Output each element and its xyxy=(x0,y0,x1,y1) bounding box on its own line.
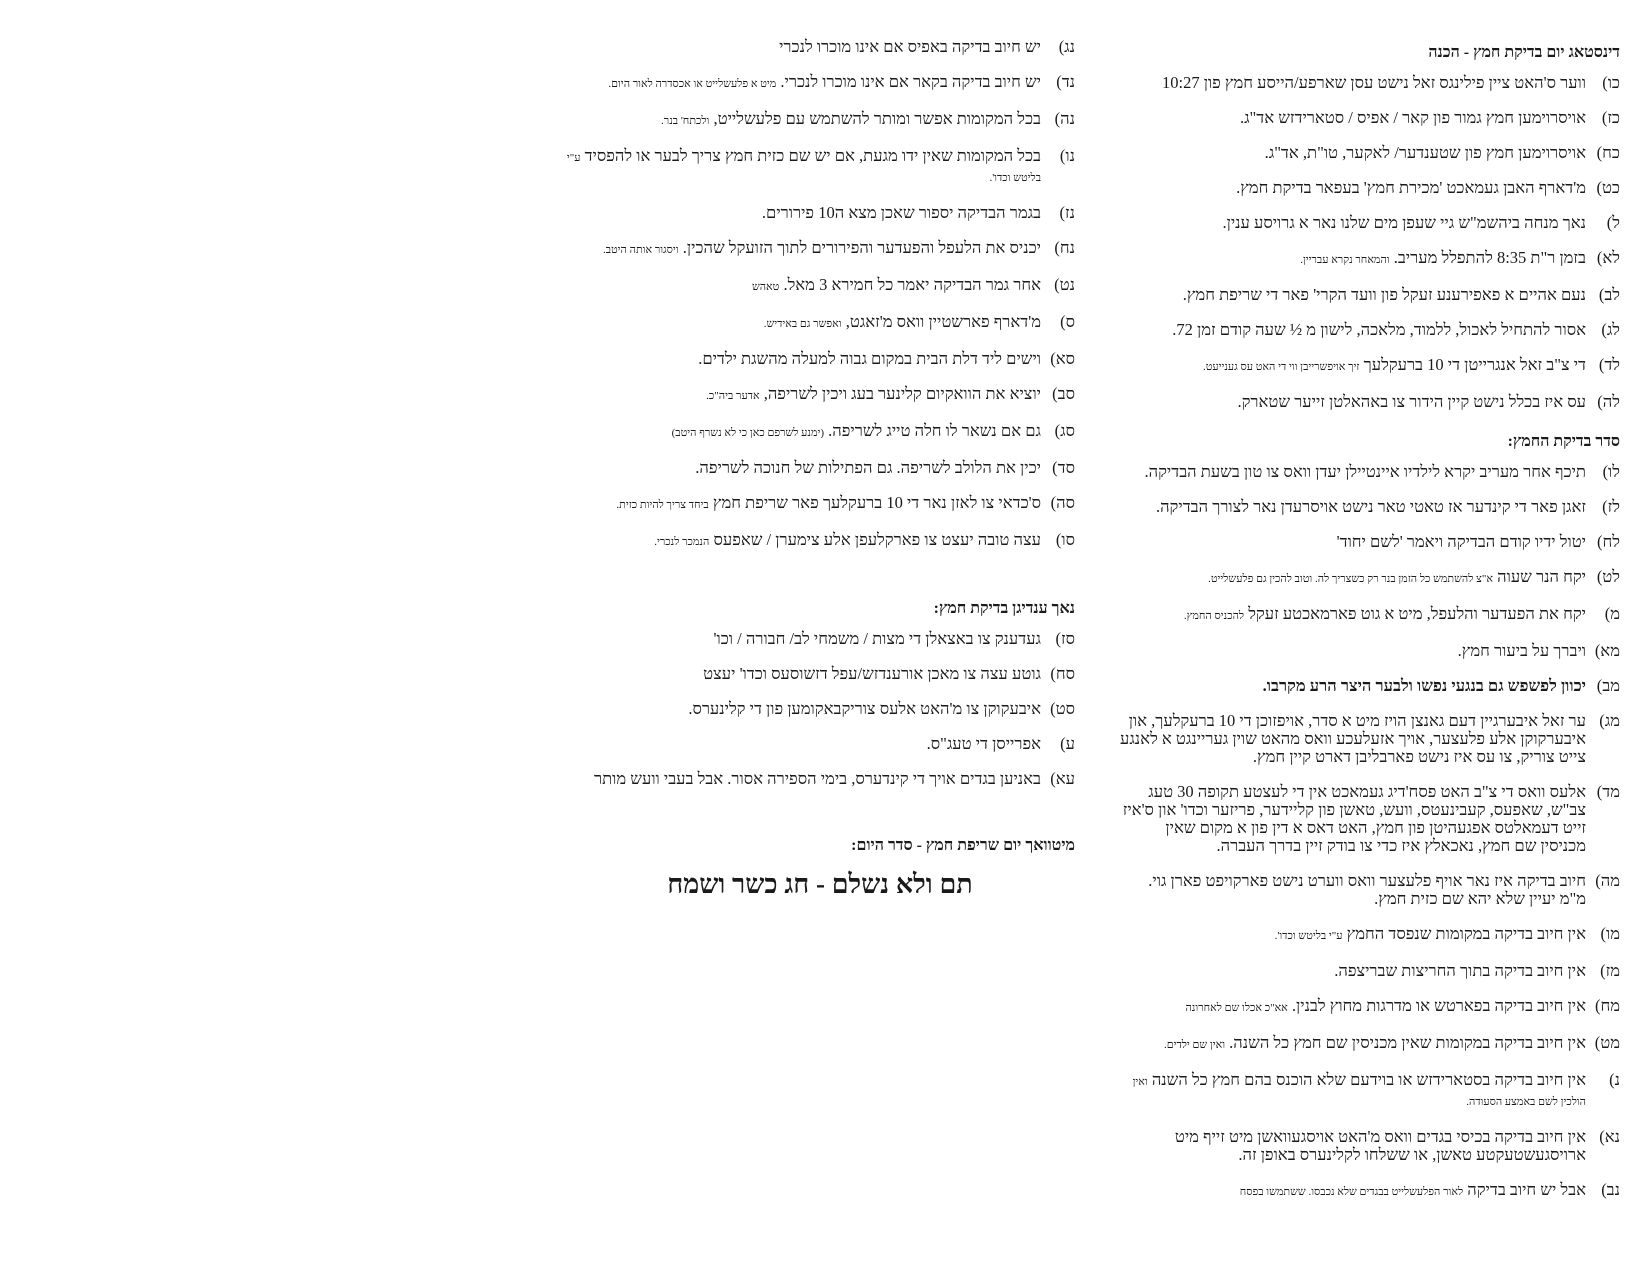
item-number: נו) xyxy=(1059,146,1075,165)
item-number: נט) xyxy=(1054,275,1075,294)
item-note: ע"י בליטש וכדו'. xyxy=(566,152,1041,184)
item-main-text: יכין את הלולב לשריפה. גם הפתילות של חנוכה לשריפה. xyxy=(695,458,1041,477)
item-number: כח) xyxy=(1596,143,1620,162)
item-number: לח) xyxy=(1597,532,1620,551)
item-note: זיך אויפשרייבן ווי די האט עס גענייעט. xyxy=(1202,361,1360,373)
item-text xyxy=(1120,677,1586,695)
item-note: ואין שם ילדים. xyxy=(1163,1039,1226,1051)
item-text xyxy=(1120,1181,1586,1201)
item-text xyxy=(565,531,1041,551)
item-main-text: אין חיוב בדיקה במקומות שנפסד החמץ xyxy=(1346,924,1586,943)
item-text xyxy=(565,385,1041,405)
item-number: ע) xyxy=(1060,734,1075,753)
item-text xyxy=(1120,463,1586,481)
item-main-text: אחר גמר הבדיקה יאמר כל חמירא 3 מאל. xyxy=(783,275,1041,294)
item-main-text: אלעס וואס די צ"ב האט פסח'דיג געמאכט אין די לעצטע תקופה 30 טעג צב"ש, שאפעס, קעבינעטס, וועש, טאשן פון קליידער, פריזער וכדו' און ס'איז זייט דעמאלטס אפגעהיטן פון חמץ, האט דאס א דין פון א מקום שאין מכניסין שם חמץ, נאכאלץ איז כדי צו בודק זיין בדרך העברה. xyxy=(1122,782,1586,855)
item-main-text: אויסרוימען חמץ פון שטענדער/ לאקער, טו"ת, אד"ג. xyxy=(1264,143,1586,162)
item-note: ואפשר גם באידיש. xyxy=(763,318,842,330)
item-text xyxy=(565,276,1041,296)
list-item xyxy=(1120,1128,1620,1164)
item-main-text: די צ"ב זאל אנגרייטן די 10 ברעקלעך xyxy=(1363,355,1586,374)
list-item xyxy=(1120,962,1620,980)
item-text xyxy=(1120,144,1586,162)
item-text xyxy=(1120,533,1586,551)
closing-line: תם ולא נשלם - חג כשר ושמח xyxy=(667,869,973,899)
item-note: ואין הולכין לשם באמצע הסעודה. xyxy=(1132,1076,1586,1108)
item-number: מט) xyxy=(1594,1033,1620,1052)
list-item xyxy=(1120,393,1620,411)
list-item xyxy=(565,73,1075,93)
list-item xyxy=(565,38,1075,56)
item-main-text: בזמן ר"ת 8:35 להתפלל מעריב. xyxy=(1393,248,1586,267)
item-text xyxy=(1120,568,1586,588)
item-number: נב) xyxy=(1601,1180,1620,1199)
list-item xyxy=(1120,783,1620,855)
item-number: מג) xyxy=(1599,711,1620,730)
item-text xyxy=(1120,393,1586,411)
item-text xyxy=(1120,925,1586,945)
item-number: לט) xyxy=(1596,567,1620,586)
item-number: כט) xyxy=(1596,178,1620,197)
preparation-list xyxy=(1120,74,1620,411)
item-main-text: באניען בגדים אויך די קינדערס, בימי הספירה אסור. אבל בעבי וועש מותר xyxy=(594,769,1041,788)
item-text xyxy=(1120,642,1586,660)
list-item xyxy=(1120,568,1620,588)
list-item xyxy=(1120,1034,1620,1054)
list-item xyxy=(1120,74,1620,92)
item-text xyxy=(565,665,1041,683)
item-text xyxy=(565,459,1041,477)
item-note: לאור הפלעשלייט בבגדים שלא נכבסו. ששתמשו בפסח xyxy=(1239,1186,1464,1198)
list-item xyxy=(1120,214,1620,232)
item-note: ביחד צריך להיות כזית. xyxy=(616,499,709,511)
item-text xyxy=(1120,249,1586,269)
item-number: לה) xyxy=(1597,392,1620,411)
item-text xyxy=(1120,179,1586,197)
item-note: א"צ להשתמש כל הזמן בנר רק כשצריך לה. וטוב להכין גם פלעשלייט. xyxy=(1208,573,1493,585)
list-item xyxy=(565,276,1075,296)
item-main-text: אין חיוב בדיקה בכיסי בגדים וואס מ'האט אויסגעוואשן מיט זייף מיט ארויסגעשטעקטע טאשן, או ששלחו לקלינערס באופן זה. xyxy=(1174,1127,1586,1164)
item-number: מ) xyxy=(1604,604,1620,623)
item-main-text: נאך מנחה ביהשמ"ש גיי שעפן מים שלנו נאר א גרויסע ענין. xyxy=(1222,213,1586,232)
item-main-text: יכוון לפשפש גם בנגעי נפשו ולבער היצר הרע מקרבו. xyxy=(1262,676,1586,695)
item-note: ויסגור אותה היטב. xyxy=(602,244,679,256)
item-number: מו) xyxy=(1600,924,1620,943)
item-main-text: אין חיוב בדיקה במקומות שאין מכניסין שם חמץ כל השנה. xyxy=(1229,1033,1586,1052)
list-item xyxy=(1120,712,1620,766)
list-item xyxy=(1120,642,1620,660)
item-main-text: אין חיוב בדיקה בתוך החריצות שבריצפה. xyxy=(1334,961,1586,980)
list-item xyxy=(565,459,1075,477)
item-text xyxy=(1120,1071,1586,1111)
item-number: מא) xyxy=(1594,641,1620,660)
item-number: נה) xyxy=(1054,109,1075,128)
item-number: סג) xyxy=(1054,421,1075,440)
item-main-text: אויסרוימען חמץ גמור פון קאר / אפיס / סטארידזש אד"ג. xyxy=(1239,108,1586,127)
item-number: נ) xyxy=(1609,1070,1620,1089)
item-main-text: גם אם נשאר לו חלה טייג לשריפה. xyxy=(828,421,1041,440)
item-note: ולכתח' בנר. xyxy=(661,115,710,127)
list-item xyxy=(565,385,1075,405)
item-main-text: וישים ליד דלת הבית במקום גבוה למעלה מהשגת ילדים. xyxy=(698,349,1041,368)
list-item xyxy=(1120,286,1620,304)
item-note: ע"י בליטש וכדו'. xyxy=(1274,930,1343,942)
list-item xyxy=(1120,533,1620,551)
left-column xyxy=(565,38,1075,900)
item-number: מד) xyxy=(1596,782,1620,801)
item-main-text: אין חיוב בדיקה בפארטש או מדרגות מחוץ לבנין. xyxy=(1291,996,1586,1015)
list-item xyxy=(1120,179,1620,197)
item-main-text: עס איז בכלל נישט קיין הידור צו באהאלטן זייער שטארק. xyxy=(1237,392,1586,411)
item-number: סח) xyxy=(1050,664,1075,683)
list-item xyxy=(565,313,1075,333)
item-number: ס) xyxy=(1060,312,1075,331)
item-main-text: זאגן פאר די קינדער אז טאטי טאר נישט אויסרעדן נאר לצורך הבדיקה. xyxy=(1155,497,1586,516)
item-number: נא) xyxy=(1599,1127,1620,1146)
item-number: לז) xyxy=(1602,497,1620,516)
search-rules-list xyxy=(565,38,1075,551)
list-item xyxy=(1120,605,1620,625)
item-number: לד) xyxy=(1598,355,1620,374)
item-number: סז) xyxy=(1055,629,1075,648)
item-text xyxy=(565,422,1041,442)
item-main-text: גוטע עצה צו מאכן אורענדזש/עפל דזשוסעס וכדו' יעצט xyxy=(703,664,1041,683)
section-heading-after-search: נאך ענדיגן בדיקת חמץ: xyxy=(933,600,1075,617)
item-number: לו) xyxy=(1602,462,1620,481)
list-item xyxy=(1120,1071,1620,1111)
list-item xyxy=(1120,677,1620,695)
item-text xyxy=(1120,783,1586,855)
item-number: סט) xyxy=(1050,699,1075,718)
item-text xyxy=(1120,962,1586,980)
item-main-text: מ'דארף פארשטיין וואס מ'זאגט, xyxy=(845,312,1041,331)
item-text xyxy=(565,110,1041,130)
item-main-text: ויברך על ביעור חמץ. xyxy=(1457,641,1586,660)
item-main-text: בכל המקומות אפשר ומותר להשתמש עם פלעשלייט, xyxy=(713,109,1041,128)
item-main-text: אסור להתחיל לאכול, ללמוד, מלאכה, לישון מ ½ שעה קודם זמן 72. xyxy=(1172,320,1586,339)
item-main-text: עצה טובה יעצט צו פארקלעפן אלע צימערן / שאפעס xyxy=(713,530,1041,549)
item-note: אדער ביה"כ. xyxy=(706,390,760,402)
item-main-text: יקח הנר שעוה xyxy=(1497,567,1586,586)
list-item xyxy=(1120,356,1620,376)
item-text xyxy=(1120,605,1586,625)
item-number: כו) xyxy=(1602,73,1620,92)
section-heading-burning-day: מיטוואך יום שריפת חמץ - סדר היום: xyxy=(851,837,1075,854)
item-number: ל) xyxy=(1606,213,1620,232)
item-text xyxy=(1120,498,1586,516)
item-text xyxy=(565,313,1041,333)
item-main-text: יטול ידיו קודם הבדיקה ויאמר 'לשם יחוד' xyxy=(1336,532,1586,551)
list-item xyxy=(565,700,1075,718)
item-text xyxy=(565,38,1041,56)
item-text xyxy=(1120,712,1586,766)
list-item xyxy=(1120,144,1620,162)
item-number: סב) xyxy=(1052,384,1075,403)
list-item xyxy=(565,770,1075,788)
list-item xyxy=(1120,1181,1620,1201)
item-main-text: ווער ס'האט ציין פילינגס זאל נישט עסן שארפע/הייסע חמץ פון 10:27 xyxy=(1162,73,1586,92)
item-number: נד) xyxy=(1056,72,1075,91)
item-text xyxy=(1120,356,1586,376)
item-text xyxy=(1120,1034,1586,1054)
list-item xyxy=(565,531,1075,551)
list-item xyxy=(1120,109,1620,127)
item-number: סה) xyxy=(1050,493,1075,512)
item-number: סא) xyxy=(1050,349,1075,368)
item-text xyxy=(565,494,1041,514)
section-heading-search-order: סדר בדיקת החמץ: xyxy=(1507,433,1620,450)
item-number: לג) xyxy=(1601,320,1620,339)
item-main-text: איבעקוקן צו מ'האט אלעס צוריקבאקומען פון די קלינערס. xyxy=(688,699,1041,718)
item-main-text: תיכף אחר מעריב יקרא לילדיו איינטיילן יעדן וואס צו טון בשעת הבדיקה. xyxy=(1144,462,1586,481)
item-number: לא) xyxy=(1596,248,1620,267)
list-item xyxy=(565,494,1075,514)
list-item xyxy=(565,239,1075,259)
item-main-text: בכל המקומות שאין ידו מגעת, אם יש שם כזית חמץ צריך לבער או להפסיד xyxy=(584,146,1041,165)
item-text xyxy=(1120,214,1586,232)
item-main-text: יכניס את הלעפל והפעדער והפירורים לתוך הזועקל שהכין. xyxy=(682,238,1041,257)
item-number: סו) xyxy=(1055,530,1075,549)
list-item xyxy=(1120,925,1620,945)
list-item xyxy=(1120,997,1620,1017)
item-text xyxy=(565,239,1041,259)
item-note: טאהש xyxy=(751,281,780,293)
item-number: עא) xyxy=(1050,769,1075,788)
item-main-text: יש חיוב בדיקה בקאר אם אינו מוכרו לנכרי. xyxy=(780,72,1041,91)
item-main-text: ס'כדאי צו לאזן נאר די 10 ברעקלעך פאר שריפת חמץ xyxy=(712,493,1041,512)
item-number: נז) xyxy=(1059,203,1075,222)
item-number: כז) xyxy=(1601,108,1620,127)
list-item xyxy=(565,110,1075,130)
item-main-text: אין חיוב בדיקה בסטארידזש או בוידעם שלא הוכנס בהם חמץ כל השנה xyxy=(1151,1070,1586,1089)
item-main-text: יקח את הפעדער והלעפל, מיט א גוט פארמאכטע זעקל xyxy=(1248,604,1586,623)
item-note: להכניס החמץ. xyxy=(1183,610,1245,622)
list-item xyxy=(565,422,1075,442)
item-text xyxy=(565,630,1041,648)
item-text xyxy=(565,350,1041,368)
item-number: מז) xyxy=(1600,961,1620,980)
list-item xyxy=(565,630,1075,648)
item-text xyxy=(1120,74,1586,92)
item-number: מב) xyxy=(1596,676,1620,695)
after-search-list xyxy=(565,630,1075,788)
item-main-text: מ'דארף האבן געמאכט 'מכירת חמץ' בעפאר בדיקת חמץ. xyxy=(1236,178,1586,197)
item-main-text: בגמר הבדיקה יספור שאכן מצא ה10 פירורים. xyxy=(761,203,1041,222)
item-main-text: געדענק צו באצאלן די מצות / משמחי לב/ חבורה / וכו' xyxy=(713,629,1041,648)
list-item xyxy=(1120,872,1620,908)
item-main-text: חיוב בדיקה איז נאר אויף פלעצער וואס ווערט נישט פארקויפט פארן גוי. מ"מ יעיין שלא יהא שם כזית חמץ. xyxy=(1148,871,1586,908)
item-text xyxy=(565,700,1041,718)
item-main-text: יש חיוב בדיקה באפיס אם אינו מוכרו לנכרי xyxy=(779,37,1041,56)
list-item xyxy=(1120,249,1620,269)
item-main-text: ער זאל איבערגיין דעם גאנצן הויז מיט א סדר, אויפזוכן די 10 ברעקלעך, און איבערקוקן אלע פלעצער, אויך אזעלעכע וואס מהאט שוין געריינגט א לאנגע צייט צוריק, צו עס איז נישט פארבליבן דארט קיין חמץ. xyxy=(1120,711,1586,766)
item-note: והמאחר נקרא עבריין. xyxy=(1300,254,1390,266)
item-number: נג) xyxy=(1058,37,1075,56)
item-main-text: נעם אהיים א פאפירענע זעקל פון וועד הקרי' פאר די שריפת חמץ. xyxy=(1182,285,1586,304)
item-text xyxy=(1120,109,1586,127)
item-note: הנמכר לנכרי. xyxy=(654,536,710,548)
item-main-text: יוציא את הוואקיום קלינער בעג ויכין לשריפה, xyxy=(763,384,1041,403)
item-text xyxy=(1120,286,1586,304)
list-item xyxy=(1120,498,1620,516)
item-number: לב) xyxy=(1598,285,1620,304)
item-text xyxy=(565,735,1041,753)
item-number: סד) xyxy=(1052,458,1075,477)
search-order-list xyxy=(1120,463,1620,1201)
item-number: מה) xyxy=(1595,871,1620,890)
list-item xyxy=(565,204,1075,222)
item-text xyxy=(565,73,1041,93)
list-item xyxy=(1120,463,1620,481)
item-text xyxy=(1120,872,1586,908)
right-column xyxy=(1120,38,1620,1218)
item-text xyxy=(1120,321,1586,339)
item-text xyxy=(565,204,1041,222)
item-text xyxy=(1120,997,1586,1017)
item-text xyxy=(1120,1128,1586,1164)
item-note: אא"כ אכלו שם לאחרונה xyxy=(1185,1002,1288,1014)
item-main-text: אפרייסן די טעג"ס. xyxy=(926,734,1041,753)
list-item xyxy=(565,147,1075,187)
item-text xyxy=(565,770,1041,788)
list-item xyxy=(565,735,1075,753)
list-item xyxy=(565,665,1075,683)
item-number: מח) xyxy=(1594,996,1620,1015)
item-note: (ימנע לשרפם כאן כי לא נשרף היטב) xyxy=(671,427,825,439)
item-number: נח) xyxy=(1054,238,1075,257)
item-note: מיט א פלעשלייט או אכסדרה לאור היום. xyxy=(608,78,777,90)
item-text xyxy=(565,147,1041,187)
section-heading-preparation: דינסטאג יום בדיקת חמץ - הכנה xyxy=(1428,44,1620,61)
list-item xyxy=(1120,321,1620,339)
item-main-text: אבל יש חיוב בדיקה xyxy=(1467,1180,1586,1199)
list-item xyxy=(565,350,1075,368)
